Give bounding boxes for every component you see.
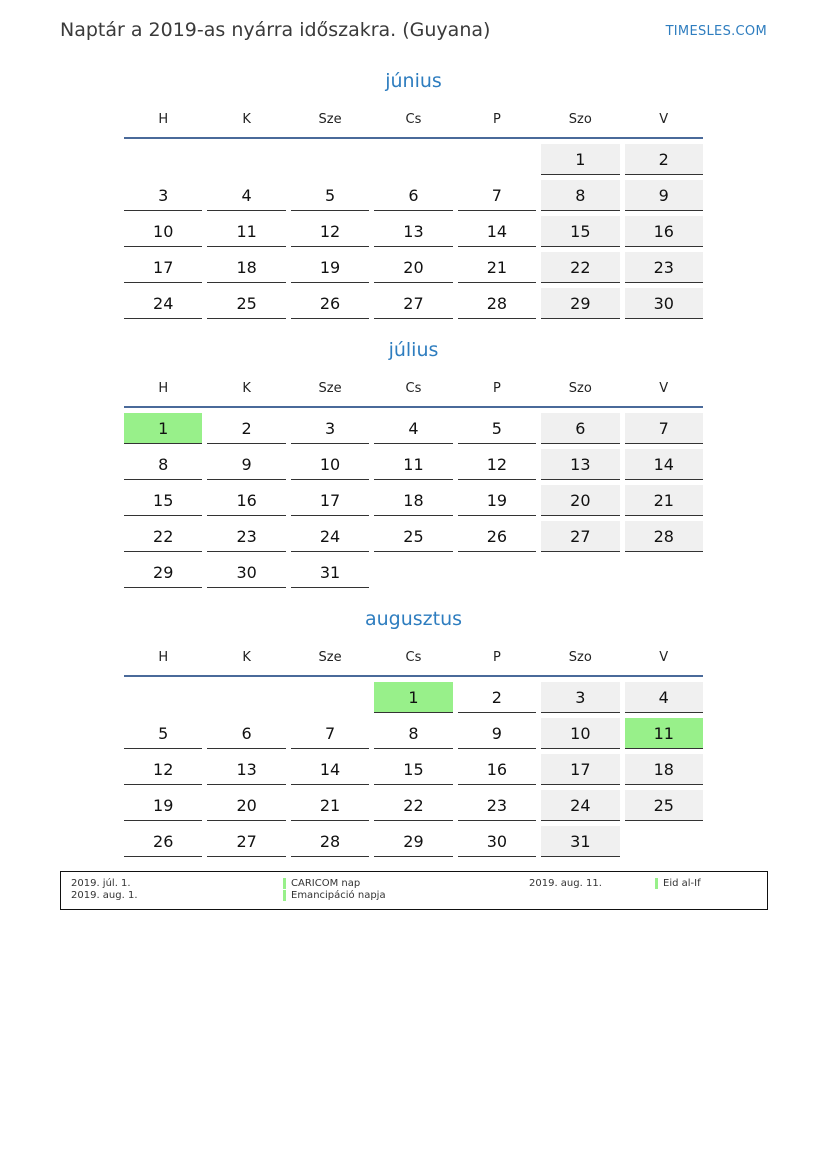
day-cell: 12 — [458, 449, 536, 480]
empty-cell — [291, 682, 369, 713]
holiday-legend — [60, 871, 768, 910]
day-cell: 8 — [124, 449, 202, 480]
legend-holiday-name: Emancipáció napja — [291, 890, 386, 901]
week-row — [124, 449, 703, 480]
day-cell: 20 — [374, 252, 452, 283]
day-cell: 30 — [625, 288, 703, 319]
empty-cell — [124, 682, 202, 713]
weekday-label: H — [158, 650, 169, 665]
header-divider — [124, 675, 703, 677]
day-cell: 28 — [458, 288, 536, 319]
day-cell: 24 — [124, 288, 202, 319]
day-cell: 15 — [124, 485, 202, 516]
weekday-label: K — [242, 112, 251, 127]
day-cell: 22 — [124, 521, 202, 552]
day-cell: 13 — [541, 449, 619, 480]
day-cell: 26 — [458, 521, 536, 552]
weekday-label: Cs — [405, 381, 422, 396]
day-cell: 29 — [374, 826, 452, 857]
day-cell: 4 — [374, 413, 452, 444]
day-cell: 11 — [374, 449, 452, 480]
day-cell: 18 — [374, 485, 452, 516]
day-cell: 13 — [374, 216, 452, 247]
day-cell: 1 — [541, 144, 619, 175]
weekday-label: V — [659, 112, 669, 127]
empty-cell — [541, 557, 619, 588]
week-row — [124, 718, 703, 749]
day-cell: 16 — [458, 754, 536, 785]
day-cell: 28 — [625, 521, 703, 552]
day-cell: 13 — [207, 754, 285, 785]
day-cell: 22 — [374, 790, 452, 821]
day-cell: 7 — [458, 180, 536, 211]
legend-color-marker — [283, 890, 286, 901]
day-cell: 12 — [124, 754, 202, 785]
day-cell: 6 — [374, 180, 452, 211]
week-row — [124, 826, 703, 857]
day-cell: 14 — [291, 754, 369, 785]
weekday-label: Sze — [318, 650, 342, 665]
day-cell: 2 — [458, 682, 536, 713]
weekday-label: P — [492, 112, 501, 127]
month-title: július — [388, 339, 439, 361]
day-cell: 14 — [458, 216, 536, 247]
weekday-header — [124, 110, 703, 130]
day-cell: 27 — [207, 826, 285, 857]
day-cell: 7 — [291, 718, 369, 749]
weekday-label: Szo — [568, 381, 592, 396]
weeks-grid — [124, 144, 703, 319]
month-calendar — [124, 606, 703, 862]
header-divider — [124, 137, 703, 139]
day-cell: 19 — [458, 485, 536, 516]
weekday-label: V — [659, 650, 669, 665]
day-cell: 23 — [625, 252, 703, 283]
empty-cell — [207, 144, 285, 175]
legend-holiday-name: CARICOM nap — [291, 878, 361, 889]
day-cell: 16 — [625, 216, 703, 247]
day-cell: 14 — [625, 449, 703, 480]
empty-cell — [625, 826, 703, 857]
weekday-label: Sze — [318, 112, 342, 127]
day-cell: 11 — [207, 216, 285, 247]
weekday-label: P — [492, 650, 501, 665]
weekday-label: Szo — [568, 112, 592, 127]
weekday-label: Cs — [405, 650, 422, 665]
day-cell: 20 — [541, 485, 619, 516]
day-cell: 25 — [207, 288, 285, 319]
week-row — [124, 682, 703, 713]
day-cell: 21 — [458, 252, 536, 283]
day-cell: 15 — [374, 754, 452, 785]
month-title: június — [385, 70, 442, 92]
day-cell: 25 — [625, 790, 703, 821]
weekday-label: Cs — [405, 112, 422, 127]
day-cell: 27 — [374, 288, 452, 319]
day-cell: 16 — [207, 485, 285, 516]
day-cell: 18 — [625, 754, 703, 785]
header-divider — [124, 406, 703, 408]
day-cell: 30 — [207, 557, 285, 588]
day-cell: 19 — [291, 252, 369, 283]
empty-cell — [374, 144, 452, 175]
week-row — [124, 216, 703, 247]
week-row — [124, 144, 703, 175]
day-cell: 19 — [124, 790, 202, 821]
month-title: augusztus — [364, 608, 463, 630]
day-cell: 29 — [541, 288, 619, 319]
day-cell: 10 — [124, 216, 202, 247]
weekday-header — [124, 648, 703, 668]
day-cell: 3 — [291, 413, 369, 444]
day-cell: 17 — [124, 252, 202, 283]
day-cell: 9 — [458, 718, 536, 749]
day-cell: 10 — [541, 718, 619, 749]
day-cell: 10 — [291, 449, 369, 480]
day-cell: 8 — [374, 718, 452, 749]
weekday-label: H — [158, 381, 169, 396]
day-cell: 15 — [541, 216, 619, 247]
day-cell: 26 — [124, 826, 202, 857]
page-title: Naptár a 2019-as nyárra időszakra. (Guyana) — [60, 19, 491, 41]
week-row — [124, 180, 703, 211]
weekday-label: Szo — [568, 650, 592, 665]
weeks-grid — [124, 413, 703, 588]
day-cell: 17 — [541, 754, 619, 785]
empty-cell — [458, 144, 536, 175]
holiday-day-cell: 1 — [124, 413, 202, 444]
day-cell: 31 — [291, 557, 369, 588]
legend-holiday-name: Eid al-If — [663, 878, 701, 889]
day-cell: 26 — [291, 288, 369, 319]
brand-link[interactable]: TIMESLES.COM — [665, 24, 767, 39]
day-cell: 5 — [458, 413, 536, 444]
legend-date: 2019. júl. 1. — [71, 878, 131, 889]
week-row — [124, 288, 703, 319]
day-cell: 18 — [207, 252, 285, 283]
empty-cell — [291, 144, 369, 175]
week-row — [124, 790, 703, 821]
day-cell: 5 — [291, 180, 369, 211]
day-cell: 4 — [207, 180, 285, 211]
day-cell: 30 — [458, 826, 536, 857]
empty-cell — [207, 682, 285, 713]
weeks-grid — [124, 682, 703, 857]
weekday-label: V — [659, 381, 669, 396]
day-cell: 9 — [207, 449, 285, 480]
day-cell: 21 — [291, 790, 369, 821]
day-cell: 8 — [541, 180, 619, 211]
empty-cell — [124, 144, 202, 175]
empty-cell — [458, 557, 536, 588]
day-cell: 23 — [207, 521, 285, 552]
day-cell: 2 — [625, 144, 703, 175]
day-cell: 22 — [541, 252, 619, 283]
day-cell: 12 — [291, 216, 369, 247]
legend-color-marker — [655, 878, 658, 889]
empty-cell — [625, 557, 703, 588]
day-cell: 27 — [541, 521, 619, 552]
empty-cell — [374, 557, 452, 588]
holiday-day-cell: 1 — [374, 682, 452, 713]
day-cell: 29 — [124, 557, 202, 588]
day-cell: 28 — [291, 826, 369, 857]
weekday-label: K — [242, 381, 251, 396]
day-cell: 9 — [625, 180, 703, 211]
weekday-label: K — [242, 650, 251, 665]
day-cell: 4 — [625, 682, 703, 713]
day-cell: 2 — [207, 413, 285, 444]
weekday-label: Sze — [318, 381, 342, 396]
month-calendar — [124, 68, 703, 324]
legend-date: 2019. aug. 11. — [529, 878, 602, 889]
legend-color-marker — [283, 878, 286, 889]
day-cell: 31 — [541, 826, 619, 857]
legend-date: 2019. aug. 1. — [71, 890, 138, 901]
holiday-day-cell: 11 — [625, 718, 703, 749]
weekday-label: H — [158, 112, 169, 127]
weekday-label: P — [492, 381, 501, 396]
day-cell: 25 — [374, 521, 452, 552]
week-row — [124, 413, 703, 444]
weekday-header — [124, 379, 703, 399]
day-cell: 17 — [291, 485, 369, 516]
day-cell: 23 — [458, 790, 536, 821]
day-cell: 3 — [541, 682, 619, 713]
day-cell: 21 — [625, 485, 703, 516]
day-cell: 24 — [291, 521, 369, 552]
day-cell: 3 — [124, 180, 202, 211]
week-row — [124, 754, 703, 785]
day-cell: 6 — [541, 413, 619, 444]
day-cell: 20 — [207, 790, 285, 821]
week-row — [124, 557, 703, 588]
week-row — [124, 521, 703, 552]
day-cell: 6 — [207, 718, 285, 749]
week-row — [124, 252, 703, 283]
day-cell: 5 — [124, 718, 202, 749]
day-cell: 24 — [541, 790, 619, 821]
day-cell: 7 — [625, 413, 703, 444]
month-calendar — [124, 337, 703, 593]
week-row — [124, 485, 703, 516]
